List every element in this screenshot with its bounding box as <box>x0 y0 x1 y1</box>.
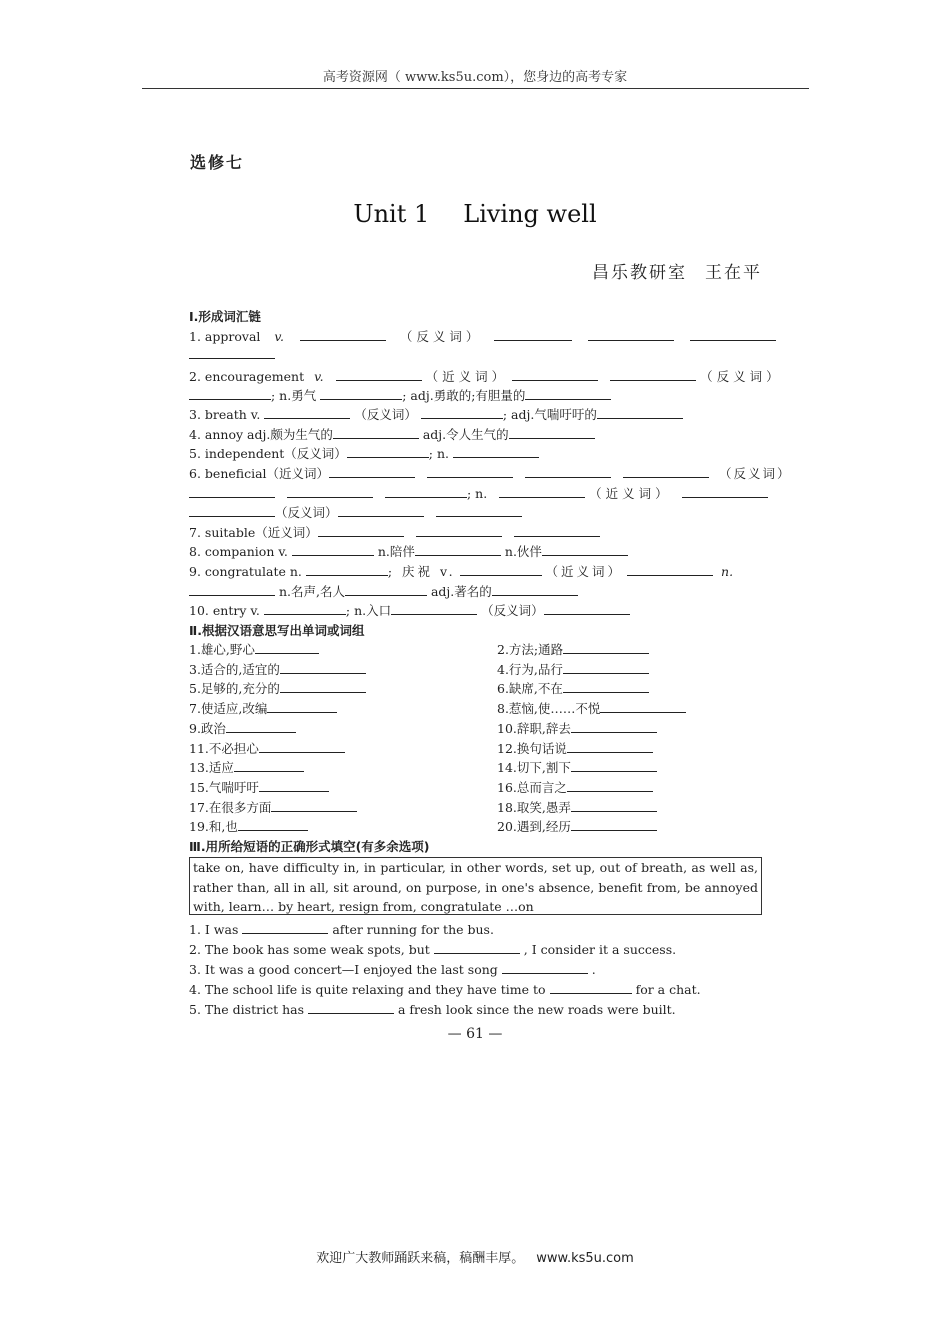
s3-sentence-end: . <box>591 962 596 977</box>
blank[interactable] <box>544 603 630 615</box>
blank[interactable] <box>434 942 520 954</box>
s2-item <box>189 758 304 776</box>
s2-item-label: 7.使适应,改编 <box>189 701 268 717</box>
s2-item <box>189 778 329 796</box>
blank[interactable] <box>264 603 346 615</box>
blank[interactable] <box>345 584 427 596</box>
s1-q1 <box>189 327 776 345</box>
section1-title: Ⅰ.形成词汇链 <box>189 309 261 324</box>
s2-item-label: 5.足够的,充分的 <box>189 681 280 697</box>
blank[interactable] <box>499 486 585 498</box>
s2-item-label: 20.遇到,经历 <box>497 819 571 835</box>
s2-item-label: 18.取笑,愚弄 <box>497 799 571 815</box>
s2-item <box>497 739 653 757</box>
blank[interactable] <box>336 369 422 381</box>
blank[interactable] <box>567 780 653 792</box>
s1-q2 <box>189 367 783 385</box>
blank[interactable] <box>421 407 503 419</box>
blank[interactable] <box>563 662 649 674</box>
blank[interactable] <box>571 800 657 812</box>
blank[interactable] <box>189 584 275 596</box>
q8-num: 8. <box>189 544 201 559</box>
s2-item-label: 2.方法;通路 <box>497 642 564 657</box>
q9-mid3: n. <box>721 564 734 579</box>
author-name: 王在平 <box>705 263 762 283</box>
q1-word: approval <box>204 329 261 344</box>
s2-item-label: 9.政治 <box>189 720 226 736</box>
s2-item-label: 13.适应 <box>189 760 234 776</box>
blank[interactable] <box>436 505 522 517</box>
blank[interactable] <box>542 544 628 556</box>
q7-text: suitable（近义词） <box>204 525 318 540</box>
q4-tail: adj.令人生气的 <box>422 427 509 442</box>
blank[interactable] <box>271 800 357 812</box>
s3-sentence <box>189 1002 676 1017</box>
blank[interactable] <box>550 982 632 994</box>
s1-q6-cont2 <box>189 503 522 521</box>
blank[interactable] <box>333 427 419 439</box>
s2-item <box>497 817 657 835</box>
blank[interactable] <box>300 329 386 341</box>
blank[interactable] <box>525 388 611 400</box>
q10-mid2: （反义词） <box>481 603 544 618</box>
q6-mid: ; n. <box>466 486 488 501</box>
q10-num: 10. <box>189 603 209 618</box>
section3-title: Ⅲ.用所给短语的正确形式填空(有多余选项) <box>189 839 430 854</box>
q10-text: entry v. <box>212 603 260 618</box>
s1-q2-cont <box>189 386 611 404</box>
blank[interactable] <box>494 329 572 341</box>
s3-sentence-end: after running for the bus. <box>332 922 494 937</box>
blank[interactable] <box>329 466 415 478</box>
s2-item-label: 16.总而言之 <box>497 779 567 795</box>
s2-item <box>189 739 345 757</box>
s2-item <box>189 798 357 816</box>
blank[interactable] <box>320 388 402 400</box>
blank[interactable] <box>492 584 578 596</box>
blank[interactable] <box>427 466 513 478</box>
s2-item <box>497 679 649 697</box>
blank[interactable] <box>563 642 649 654</box>
s2-item <box>189 660 366 678</box>
blank[interactable] <box>512 369 598 381</box>
blank[interactable] <box>690 329 776 341</box>
q2-note2: （反义词） <box>700 369 783 384</box>
s3-sentence <box>189 982 701 997</box>
blank[interactable] <box>238 819 308 831</box>
q1-note: （反义词） <box>399 329 483 344</box>
blank[interactable] <box>287 486 373 498</box>
elective-label: 选修七 <box>190 153 245 172</box>
page-footer <box>0 1247 950 1266</box>
blank[interactable] <box>226 721 296 733</box>
blank[interactable] <box>610 369 696 381</box>
s1-q4 <box>189 425 595 443</box>
s2-item-label: 1.雄心,野心 <box>189 642 255 657</box>
q9-mid1: ; 庆祝 v. <box>387 564 456 579</box>
author-office: 昌乐教研室 <box>592 263 687 283</box>
footer-text: 欢迎广大教师踊跃来稿，稿酬丰厚。 <box>316 1251 525 1266</box>
blank[interactable] <box>502 962 588 974</box>
s3-sentence <box>189 942 676 957</box>
s1-q8 <box>189 542 628 560</box>
blank[interactable] <box>280 681 366 693</box>
blank[interactable] <box>264 407 350 419</box>
q1-num: 1. <box>189 329 201 344</box>
q8-mid1: n.陪伴 <box>377 544 415 559</box>
s1-q9-cont <box>189 582 578 600</box>
q2-note1: （近义词） <box>425 369 509 384</box>
blank[interactable] <box>242 922 328 934</box>
section2-title: Ⅱ.根据汉语意思写出单词或词组 <box>189 623 365 638</box>
q5-tail: ; n. <box>428 446 450 461</box>
q2-num: 2. <box>189 369 201 384</box>
q7-num: 7. <box>189 525 201 540</box>
q1-pos: v. <box>274 329 284 344</box>
s1-q6 <box>189 464 792 482</box>
blank[interactable] <box>189 388 271 400</box>
s2-item <box>189 679 366 697</box>
s2-item-label: 4.行为,品行 <box>497 661 563 677</box>
q2-word: encouragement <box>204 369 305 384</box>
unit-number: Unit 1 <box>353 200 430 228</box>
q3-note: （反义词） <box>354 407 417 422</box>
blank[interactable] <box>453 446 539 458</box>
blank[interactable] <box>514 525 600 537</box>
s3-sentence-end: , I consider it a success. <box>523 942 677 957</box>
q8-text: companion v. <box>204 544 288 559</box>
s3-sentence-end: for a chat. <box>635 982 701 997</box>
q6-note1: （反义词） <box>719 466 792 481</box>
blank[interactable] <box>189 486 275 498</box>
q4-num: 4. <box>189 427 201 442</box>
blank[interactable] <box>259 741 345 753</box>
q6-note2: （近义词） <box>589 486 672 501</box>
s2-item-label: 19.和,也 <box>189 819 238 835</box>
unit-name: Living well <box>463 200 597 228</box>
q9-mid5: adj.著名的 <box>430 584 492 599</box>
s2-item <box>189 817 308 835</box>
q6-note3: （反义词） <box>275 505 338 520</box>
author-line <box>592 258 762 283</box>
s3-sentence <box>189 922 494 937</box>
s2-item-label: 17.在很多方面 <box>189 799 272 815</box>
s2-item-label: 11.不必担心 <box>189 740 259 756</box>
q3-text: breath v. <box>204 407 261 422</box>
blank[interactable] <box>280 662 366 674</box>
s1-q3 <box>189 405 683 423</box>
s2-item <box>189 719 296 737</box>
q3-num: 3. <box>189 407 201 422</box>
s2-item-label: 6.缺席,不在 <box>497 681 563 697</box>
s1-q9 <box>189 562 733 580</box>
s3-sentence-start: 2. The book has some weak spots, but <box>189 942 430 957</box>
s2-item-label: 14.切下,割下 <box>497 760 571 776</box>
blank[interactable] <box>416 525 502 537</box>
blank[interactable] <box>460 564 542 576</box>
s2-item-label: 12.换句话说 <box>497 740 567 756</box>
header-rule <box>142 88 809 89</box>
s2-item <box>497 640 649 658</box>
blank[interactable] <box>259 780 329 792</box>
q8-mid2: n.伙伴 <box>504 544 542 559</box>
s2-item-label: 10.辞职,辞去 <box>497 720 571 736</box>
s3-sentence-start: 3. It was a good concert—I enjoyed the last song <box>189 962 498 977</box>
blank[interactable] <box>597 407 683 419</box>
s2-item-label: 15.气喘吁吁 <box>189 779 259 795</box>
s2-item <box>497 699 686 717</box>
s2-item <box>497 758 657 776</box>
blank[interactable] <box>600 701 686 713</box>
q9-mid2: （近义词） <box>545 564 624 579</box>
q10-mid1: ; n.入口 <box>345 603 392 618</box>
q2-tail1: ; n.勇气 <box>271 388 317 403</box>
s2-item-label: 3.适合的,适宜的 <box>189 661 280 677</box>
q6-num: 6. <box>189 466 201 481</box>
blank[interactable] <box>567 741 653 753</box>
s3-sentence-start: 1. I was <box>189 922 239 937</box>
q2-pos: v. <box>314 369 324 384</box>
blank[interactable] <box>571 819 657 831</box>
s2-item <box>189 640 319 658</box>
s1-q1-cont <box>189 347 275 362</box>
q9-text: congratulate n. <box>204 564 302 579</box>
blank[interactable] <box>292 544 374 556</box>
blank[interactable] <box>588 329 674 341</box>
blank[interactable] <box>391 603 477 615</box>
s3-sentence-start: 5. The district has <box>189 1002 304 1017</box>
s2-item <box>497 778 653 796</box>
blank[interactable] <box>623 466 709 478</box>
q9-mid4: n.名声,名人 <box>278 584 345 599</box>
blank[interactable] <box>189 347 275 359</box>
page-number: — 61 — <box>447 1026 503 1042</box>
s3-sentence-end: a fresh look since the new roads were built. <box>397 1002 676 1017</box>
blank[interactable] <box>509 427 595 439</box>
blank[interactable] <box>338 505 424 517</box>
blank[interactable] <box>318 525 404 537</box>
blank[interactable] <box>415 544 501 556</box>
q3-tail: ; adj.气喘吁吁的 <box>502 407 597 422</box>
q9-num: 9. <box>189 564 201 579</box>
s1-q10 <box>189 601 630 619</box>
blank[interactable] <box>306 564 388 576</box>
unit-title <box>0 200 950 228</box>
q5-text: independent（反义词） <box>204 446 347 461</box>
s2-item <box>497 660 649 678</box>
blank[interactable] <box>385 486 467 498</box>
blank[interactable] <box>525 466 611 478</box>
s3-sentence <box>189 962 596 977</box>
s1-q6-cont <box>189 484 768 502</box>
footer-url: www.ks5u.com <box>536 1251 634 1266</box>
blank[interactable] <box>267 701 337 713</box>
s2-item <box>497 798 657 816</box>
blank[interactable] <box>255 642 319 654</box>
blank[interactable] <box>234 760 304 772</box>
page-header: 高考资源网（ www.ks5u.com），您身边的高考专家 <box>322 70 628 85</box>
s1-q5 <box>189 444 539 462</box>
q6-text: beneficial（近义词） <box>204 466 330 481</box>
s3-sentence-start: 4. The school life is quite relaxing and they have time to <box>189 982 546 997</box>
q4-text: annoy adj.颇为生气的 <box>204 427 333 442</box>
s2-item-label: 8.惹恼,使……不悦 <box>497 701 601 717</box>
blank[interactable] <box>571 760 657 772</box>
blank[interactable] <box>563 681 649 693</box>
blank[interactable] <box>189 505 275 517</box>
s1-q7 <box>189 523 600 541</box>
q5-num: 5. <box>189 446 201 461</box>
blank[interactable] <box>682 486 768 498</box>
blank[interactable] <box>627 564 713 576</box>
blank[interactable] <box>308 1002 394 1014</box>
blank[interactable] <box>571 721 657 733</box>
s2-item <box>497 719 657 737</box>
blank[interactable] <box>347 446 429 458</box>
s2-item <box>189 699 337 717</box>
q2-tail2: ; adj.勇敢的;有胆量的 <box>402 388 526 403</box>
phrase-box: take on, have difficulty in, in particular, in other words, set up, out of breath, as well as, rather than, all in all, sit around, on purpose, in one's absence, benefit from, be annoyed with, learn… by heart, resign from, congratulate …on <box>189 857 762 915</box>
